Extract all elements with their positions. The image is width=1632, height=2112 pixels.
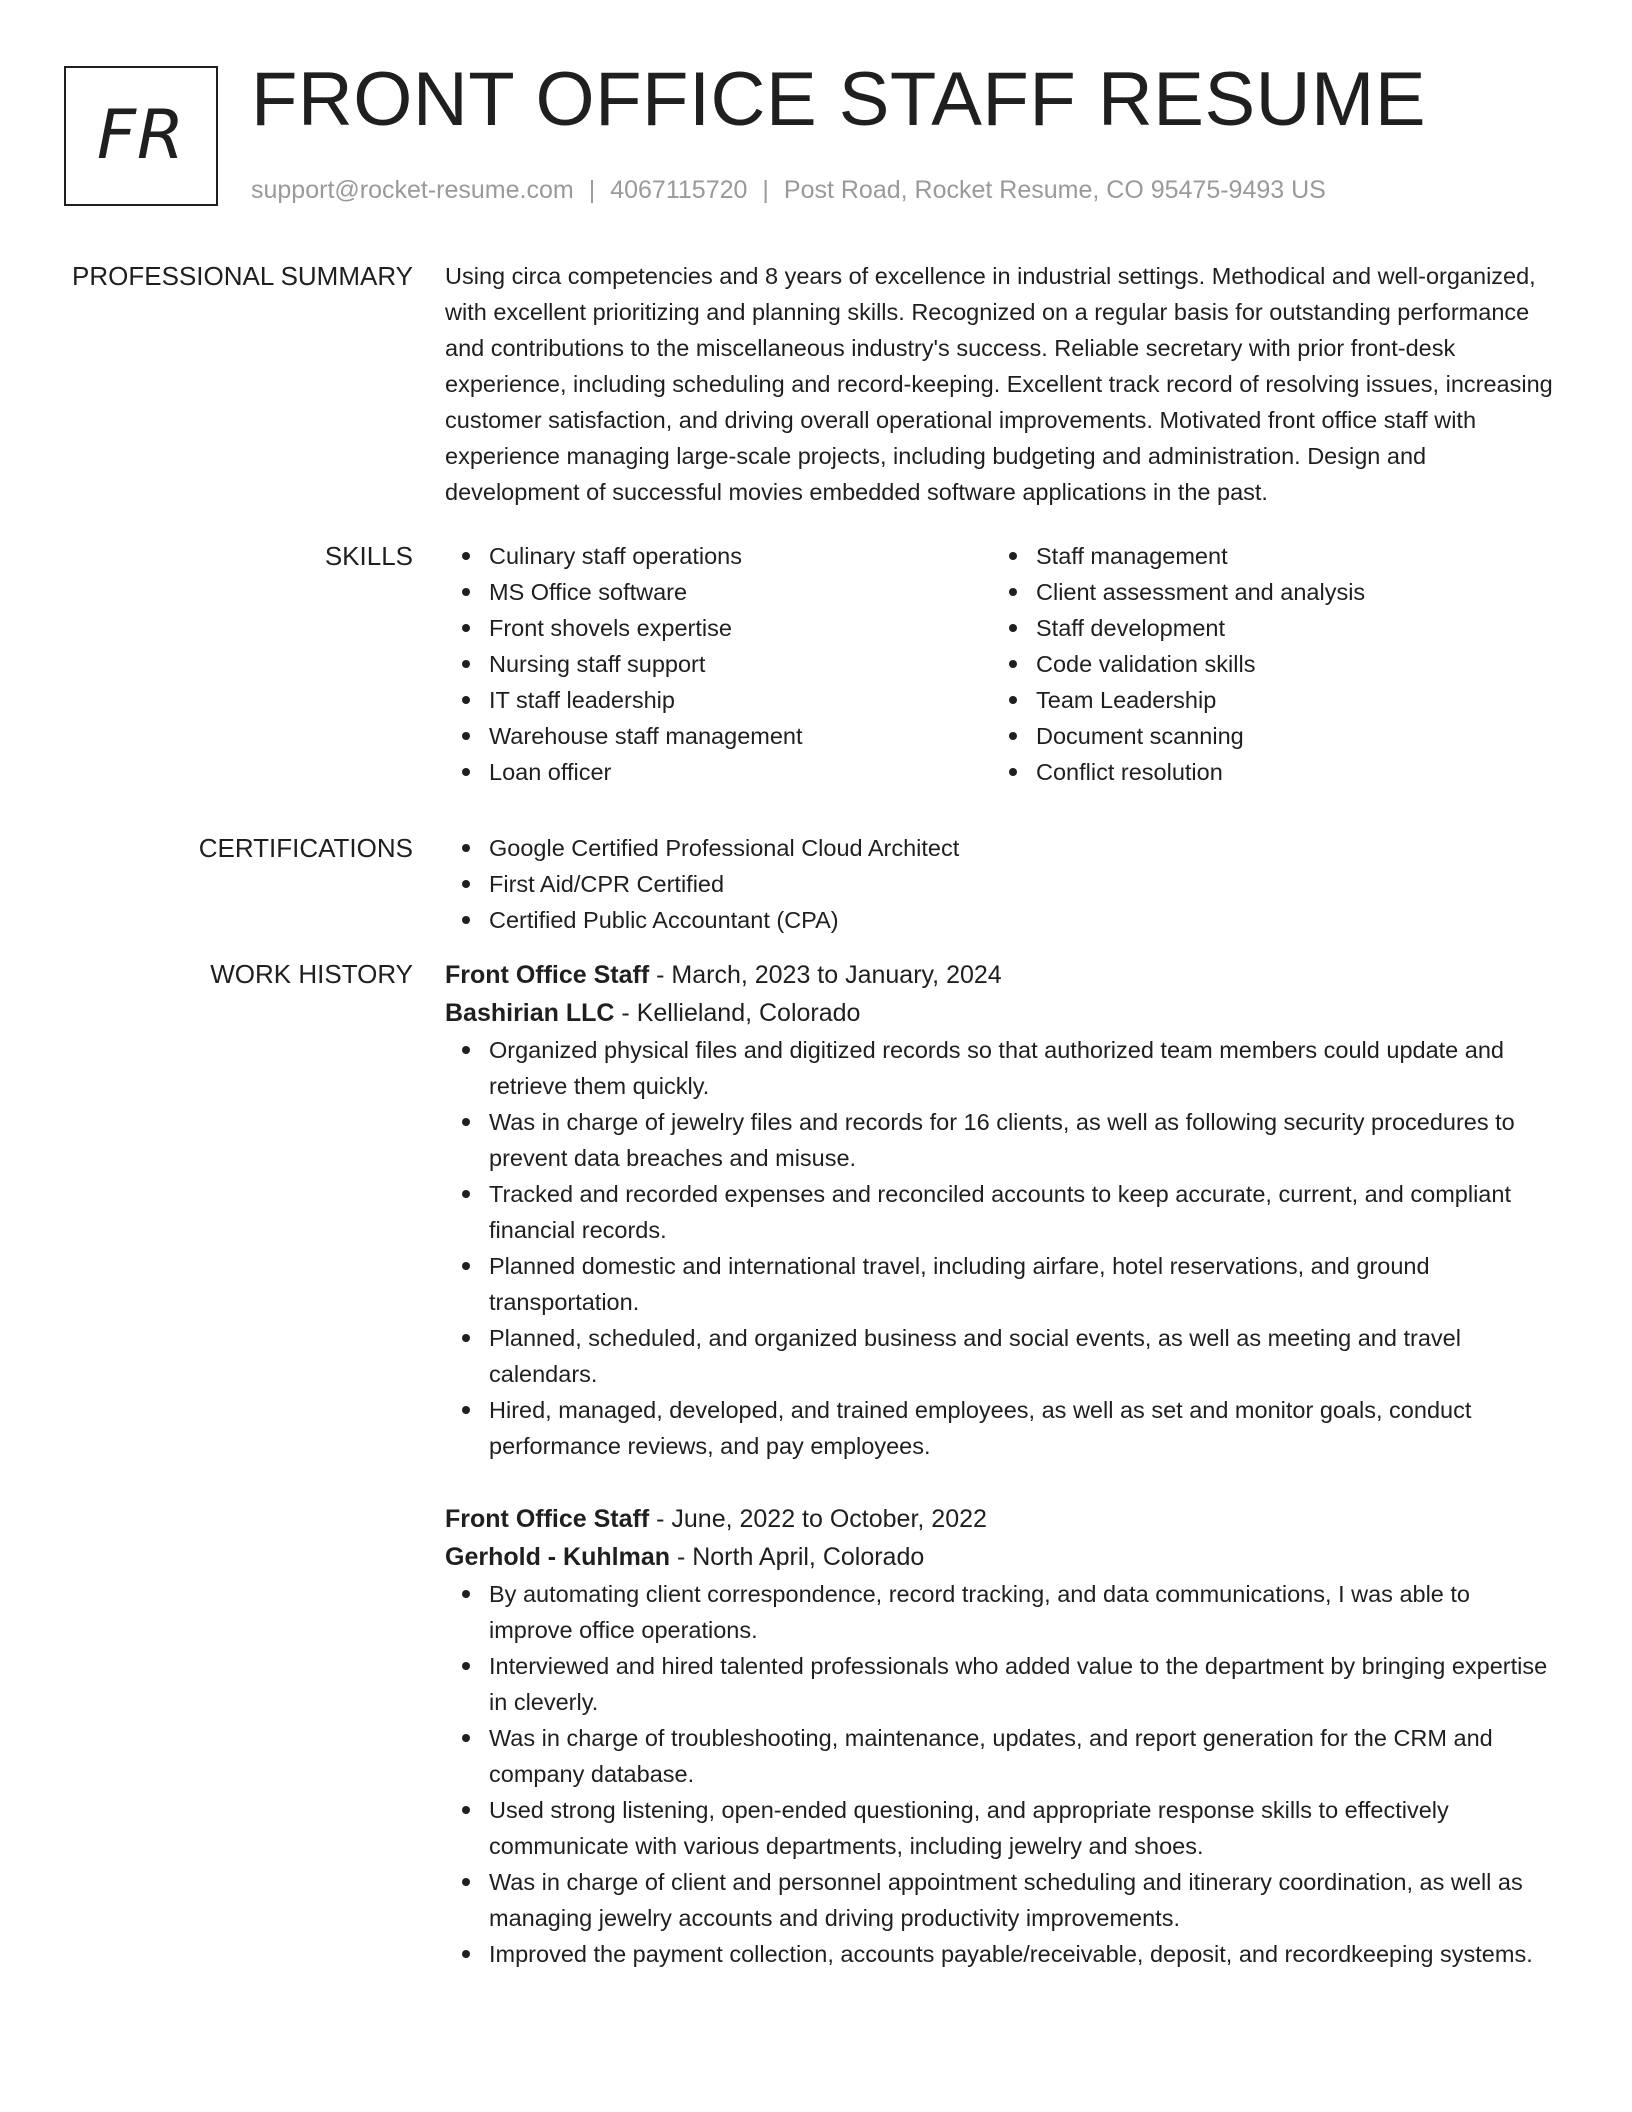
skills-section <box>0 538 1632 812</box>
contact-email: support@rocket-resume.com <box>251 176 574 204</box>
skill-item: Staff management <box>992 538 1539 574</box>
job-company-line <box>445 994 1557 1032</box>
skill-item: Client assessment and analysis <box>992 574 1539 610</box>
skills-list-right <box>992 538 1539 790</box>
job-bullet: Organized physical files and digitized records so that authorized team members could update and retrieve them quickly. <box>445 1032 1557 1104</box>
contact-separator: | <box>588 176 596 204</box>
skill-item: MS Office software <box>445 574 992 610</box>
section-label-work-history: WORK HISTORY <box>210 959 413 989</box>
section-label-summary: PROFESSIONAL SUMMARY <box>72 261 413 291</box>
job-company-line <box>445 1538 1557 1576</box>
skills-grid <box>445 538 1557 812</box>
job-bullet: Planned domestic and international travel, including airfare, hotel reservations, and ground transportation. <box>445 1248 1557 1320</box>
section-label-skills: SKILLS <box>324 541 413 571</box>
monogram-initials: FR <box>96 96 186 175</box>
section-label-certifications: CERTIFICATIONS <box>198 833 413 863</box>
summary-section <box>0 258 1632 520</box>
job-title: Front Office Staff <box>445 1505 650 1533</box>
summary-body <box>445 258 1557 520</box>
skill-item: Staff development <box>992 610 1539 646</box>
contact-address: Post Road, Rocket Resume, CO 95475-9493 US <box>783 176 1326 204</box>
skill-item: Code validation skills <box>992 646 1539 682</box>
skill-item: Loan officer <box>445 754 992 790</box>
job-entry <box>445 1500 1557 1972</box>
skills-list-left <box>445 538 992 790</box>
job-bullet-list <box>445 1032 1557 1464</box>
job-bullet: By automating client correspondence, record tracking, and data communications, I was able to improve office operations. <box>445 1576 1557 1648</box>
skill-item: Culinary staff operations <box>445 538 992 574</box>
certification-item: First Aid/CPR Certified <box>445 866 1557 902</box>
job-entry <box>445 956 1557 1464</box>
skill-item: Warehouse staff management <box>445 718 992 754</box>
monogram-box <box>64 66 218 206</box>
certification-item: Google Certified Professional Cloud Architect <box>445 830 1557 866</box>
job-bullet: Planned, scheduled, and organized business and social events, as well as meeting and travel calendars. <box>445 1320 1557 1392</box>
skills-body <box>445 538 1557 812</box>
skill-item: Front shovels expertise <box>445 610 992 646</box>
job-location: - Kellieland, Colorado <box>614 999 861 1027</box>
contact-line <box>251 175 1326 205</box>
job-bullet: Was in charge of client and personnel appointment scheduling and itinerary coordination, as well as managing jewelry accounts and driving productivity improvements. <box>445 1864 1557 1936</box>
job-bullet: Used strong listening, open-ended questioning, and appropriate response skills to effectively communicate with various departments, including jewelry and shoes. <box>445 1792 1557 1864</box>
skill-item: Team Leadership <box>992 682 1539 718</box>
resume-title: FRONT OFFICE STAFF RESUME <box>251 57 1427 142</box>
resume-content <box>0 258 1632 2026</box>
job-bullet: Was in charge of jewelry files and records for 16 clients, as well as following security procedures to prevent data breaches and misuse. <box>445 1104 1557 1176</box>
certifications-body <box>445 830 1557 938</box>
job-title-line <box>445 956 1557 994</box>
work-history-section <box>0 956 1632 2008</box>
contact-separator: | <box>762 176 769 204</box>
job-title: Front Office Staff <box>445 961 650 989</box>
job-bullet: Was in charge of troubleshooting, maintenance, updates, and report generation for the CRM and company database. <box>445 1720 1557 1792</box>
job-company: Gerhold - Kuhlman <box>445 1543 670 1571</box>
work-history-body <box>445 956 1557 2008</box>
certification-item: Certified Public Accountant (CPA) <box>445 902 1557 938</box>
skill-item: Document scanning <box>992 718 1539 754</box>
job-dates: - March, 2023 to January, 2024 <box>649 961 1002 989</box>
job-location: - North April, Colorado <box>670 1543 925 1571</box>
certifications-section <box>0 830 1632 938</box>
job-bullet: Tracked and recorded expenses and reconciled accounts to keep accurate, current, and compliant financial records. <box>445 1176 1557 1248</box>
job-bullet-list <box>445 1576 1557 1972</box>
job-company: Bashirian LLC <box>445 999 615 1027</box>
contact-phone: 4067115720 <box>610 176 748 204</box>
skill-item: Conflict resolution <box>992 754 1539 790</box>
certifications-list <box>445 830 1557 938</box>
skill-item: IT staff leadership <box>445 682 992 718</box>
job-bullet: Interviewed and hired talented professionals who added value to the department by bringing expertise in cleverly. <box>445 1648 1557 1720</box>
job-bullet: Improved the payment collection, accounts payable/receivable, deposit, and recordkeeping systems. <box>445 1936 1557 1972</box>
skill-item: Nursing staff support <box>445 646 992 682</box>
job-dates: - June, 2022 to October, 2022 <box>649 1505 987 1533</box>
job-bullet: Hired, managed, developed, and trained employees, as well as set and monitor goals, conduct performance reviews, and pay employees. <box>445 1392 1557 1464</box>
summary-text: Using circa competencies and 8 years of excellence in industrial settings. Methodical and well-organized, with excellent prioritizing and planning skills. Recognized on a regular basis for outstanding performance and contributions to the miscellaneous industry's success. Reliable secretary with prior front-desk experience, including scheduling and record-keeping. Excellent track record of resolving issues, increasing customer satisfaction, and driving overall operational improvements. Motivated front office staff with experience managing large-scale projects, including budgeting and administration. Design and development of successful movies embedded software applications in the past. <box>445 263 1553 505</box>
job-title-line <box>445 1500 1557 1538</box>
